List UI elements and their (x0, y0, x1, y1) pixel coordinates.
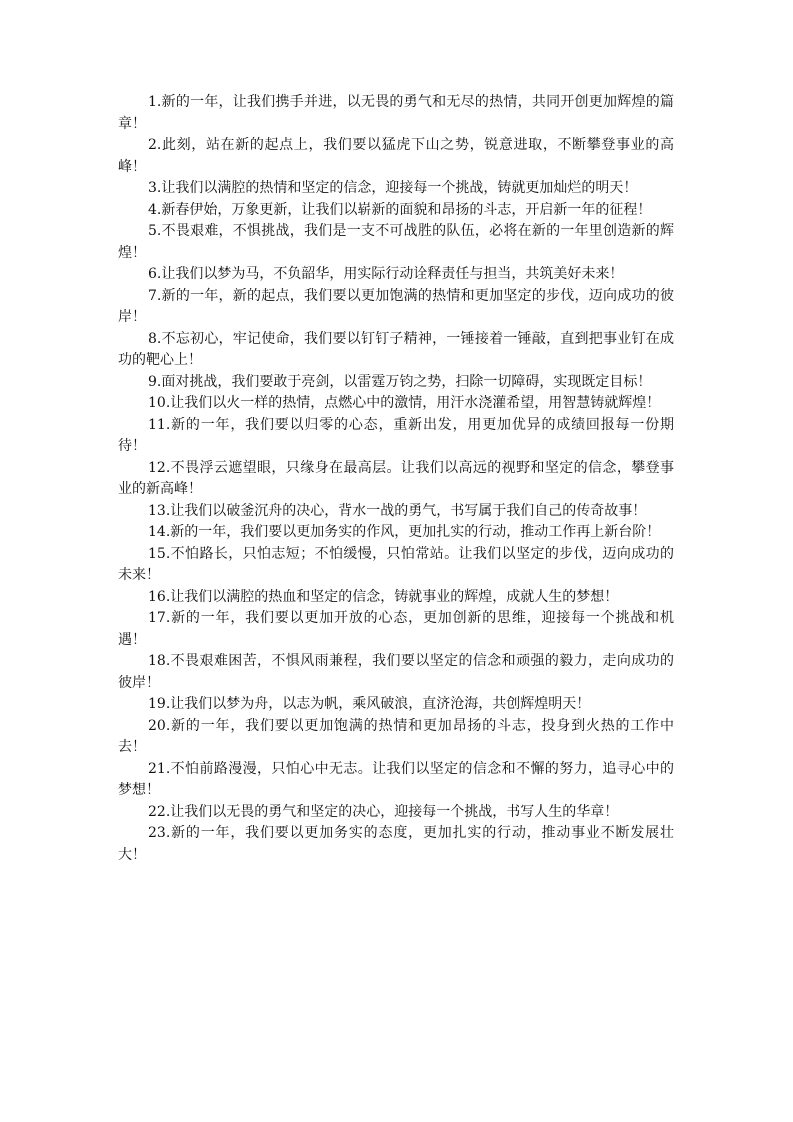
slogan-paragraph-16: 16.让我们以满腔的热血和坚定的信念，铸就事业的辉煌，成就人生的梦想！ (148, 588, 619, 605)
slogan-paragraph-13: 13.让我们以破釜沉舟的决心，背水一战的勇气，书写属于我们自己的传奇故事！ (148, 502, 647, 519)
slogan-paragraph-9: 9.面对挑战，我们要敢于亮剑，以雷霆万钧之势，扫除一切障碍，实现既定目标！ (148, 373, 652, 390)
slogan-paragraph-8: 8.不忘初心，牢记使命，我们要以钉钉子精神，一锤接着一锤敲，直到把事业钉在成功的靶心上！ (118, 330, 674, 368)
slogan-paragraph-11: 11.新的一年，我们要以归零的心态，重新出发，用更加优异的成绩回报每一份期待！ (118, 416, 674, 454)
slogan-paragraph-1: 1.新的一年，让我们携手并进，以无畏的勇气和无尽的热情，共同开创更加辉煌的篇章！ (118, 94, 674, 132)
slogan-paragraph-22: 22.让我们以无畏的勇气和坚定的决心，迎接每一个挑战，书写人生的华章！ (148, 803, 619, 820)
slogan-list (118, 92, 674, 866)
slogan-paragraph-7: 7.新的一年，新的起点，我们要以更加饱满的热情和更加坚定的步伐，迈向成功的彼岸！ (118, 287, 674, 325)
slogan-paragraph-14: 14.新的一年，我们要以更加务实的作风，更加扎实的行动，推动工作再上新台阶！ (148, 524, 661, 540)
slogan-paragraph-2: 2.此刻，站在新的起点上，我们要以猛虎下山之势，锐意进取，不断攀登事业的高峰！ (118, 137, 674, 175)
slogan-paragraph-23: 23.新的一年，我们要以更加务实的态度，更加扎实的行动，推动事业不断发展壮大！ (118, 825, 674, 863)
slogan-paragraph-17: 17.新的一年，我们要以更加开放的心态，更加创新的思维，迎接每一个挑战和机遇！ (118, 610, 674, 648)
slogan-paragraph-3: 3.让我们以满腔的热情和坚定的信念，迎接每一个挑战，铸就更加灿烂的明天！ (148, 180, 638, 196)
slogan-paragraph-18: 18.不畏艰难困苦，不惧风雨兼程，我们要以坚定的信念和顽强的毅力，走向成功的彼岸！ (118, 653, 674, 691)
slogan-paragraph-10: 10.让我们以火一样的热情，点燃心中的激情，用汗水浇灌希望，用智慧铸就辉煌！ (148, 395, 661, 411)
slogan-paragraph-15: 15.不怕路长，只怕志短；不怕缓慢，只怕常站。让我们以坚定的步伐，迈向成功的未来！ (118, 545, 674, 583)
slogan-paragraph-20: 20.新的一年，我们要以更加饱满的热情和更加昂扬的斗志，投身到火热的工作中去！ (118, 717, 674, 755)
slogan-paragraph-12: 12.不畏浮云遮望眼，只缘身在最高层。让我们以高远的视野和坚定的信念，攀登事业的新高峰！ (118, 459, 674, 497)
slogan-paragraph-5: 5.不畏艰难，不惧挑战，我们是一支不可战胜的队伍，必将在新的一年里创造新的辉煌！ (118, 223, 674, 261)
slogan-paragraph-6: 6.让我们以梦为马，不负韶华，用实际行动诠释责任与担当，共筑美好未来！ (148, 266, 624, 282)
slogan-paragraph-4: 4.新春伊始，万象更新，让我们以崭新的面貌和昂扬的斗志，开启新一年的征程！ (148, 201, 652, 218)
slogan-paragraph-21: 21.不怕前路漫漫，只怕心中无志。让我们以坚定的信念和不懈的努力，追寻心中的梦想！ (118, 760, 674, 798)
slogan-paragraph-19: 19.让我们以梦为舟，以志为帆，乘风破浪，直济沧海，共创辉煌明天！ (148, 696, 591, 712)
